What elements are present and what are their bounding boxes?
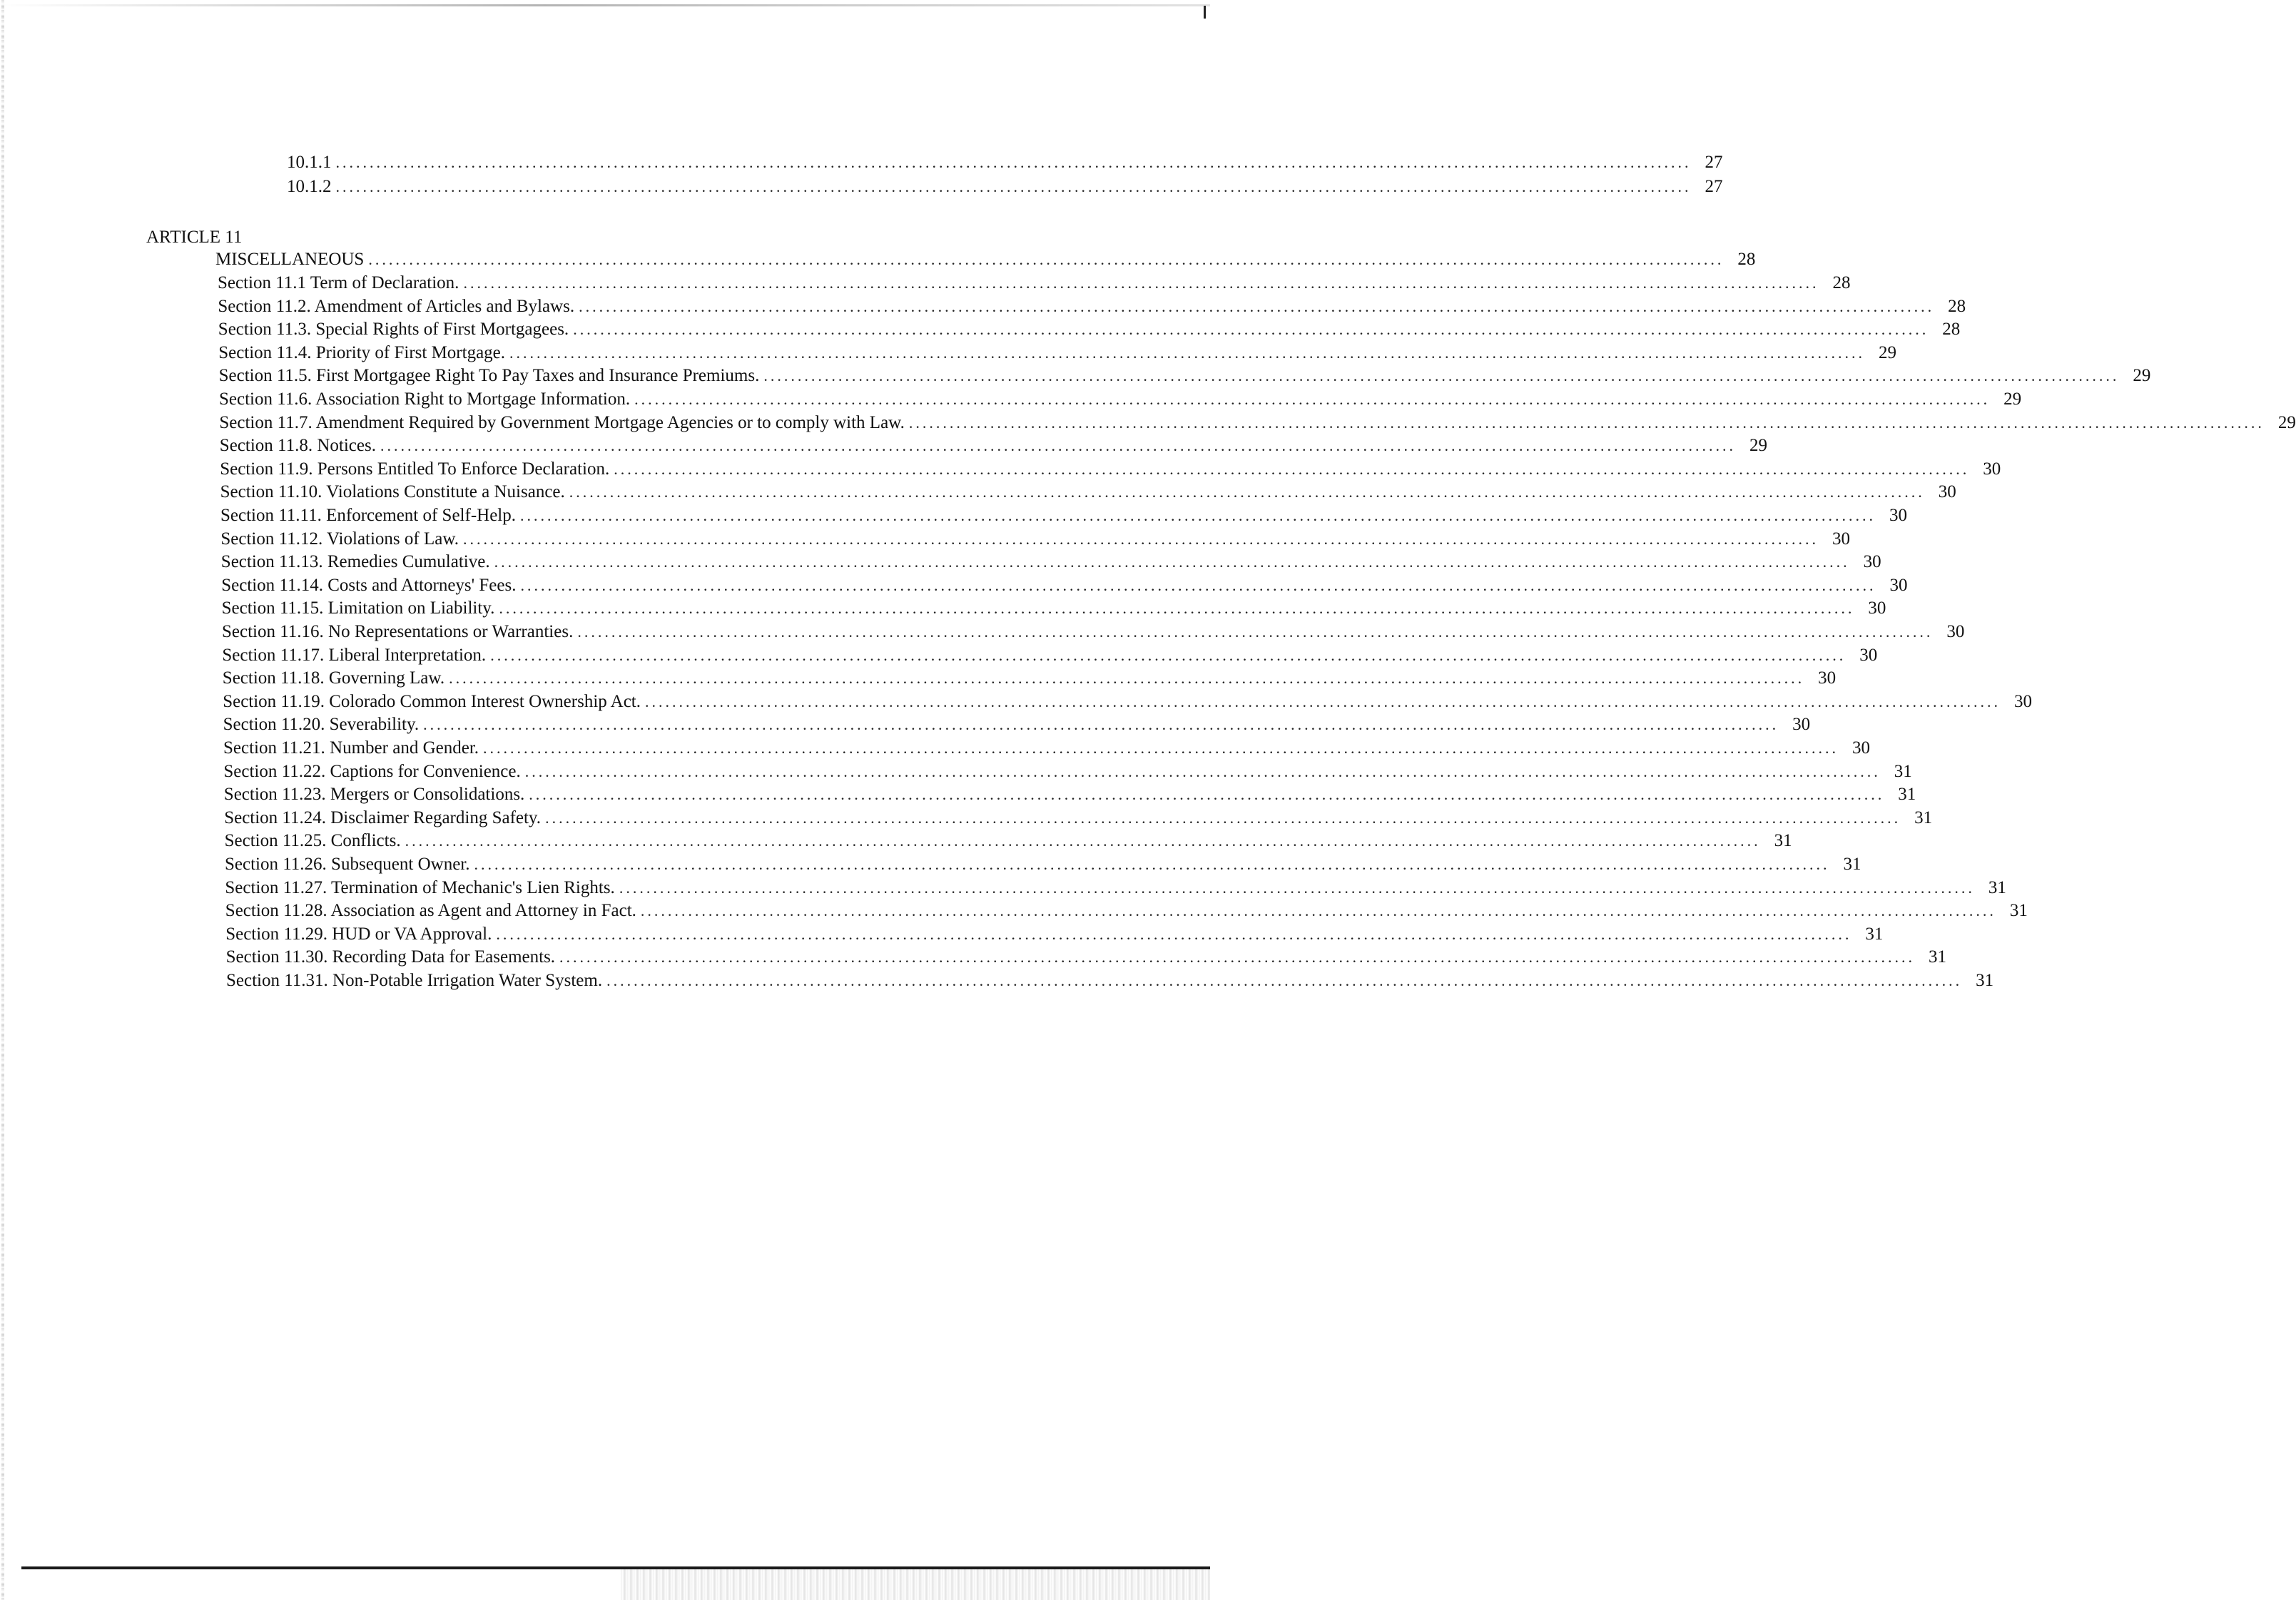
- toc-section-entry: [218, 296, 1966, 317]
- article-title-label: MISCELLANEOUS: [215, 250, 365, 269]
- toc-section-page: 31: [1988, 877, 2006, 897]
- toc-section-entry: [219, 412, 2296, 434]
- toc-section-page: 31: [1894, 761, 1912, 781]
- toc-section-entry: [223, 691, 2032, 713]
- toc-section-entry: [223, 761, 1912, 783]
- dot-leader: ........................................................................................................................................................................................................: [520, 506, 1876, 524]
- toc-section-entry: [222, 621, 1965, 643]
- dot-leader: ........................................................................................................................................................................................................: [763, 367, 2120, 385]
- dot-leader: ........................................................................................................................................................................................................: [520, 576, 1876, 594]
- toc-section-entry: [218, 319, 1961, 340]
- toc-section-label: Section 11.5. First Mortgagee Right To Pay Taxes and Insurance Premiums.: [218, 366, 760, 386]
- toc-section-entry: [225, 947, 1947, 968]
- toc-entry-page: 27: [1705, 153, 1723, 172]
- toc-section-entry: [220, 481, 1956, 503]
- dot-leader: ........................................................................................................................................................................................................: [405, 832, 1761, 850]
- toc-section-label: Section 11.13. Remedies Cumulative.: [220, 552, 490, 572]
- toc-section-label: Section 11.22. Captions for Convenience.: [223, 761, 521, 781]
- toc-section-entry: [222, 668, 1837, 689]
- toc-section-label: Section 11.29. HUD or VA Approval.: [225, 924, 492, 944]
- dot-leader: ........................................................................................................................................................................................................: [529, 785, 1885, 804]
- toc-section-label: Section 11.21. Number and Gender.: [223, 738, 479, 758]
- toc-section-label: Section 11.8. Notices.: [219, 436, 376, 456]
- toc-section-entry: [226, 970, 1994, 992]
- toc-entry-page: 27: [1705, 177, 1723, 196]
- toc-entry-label: 10.1.1: [287, 153, 332, 172]
- toc-section-page: 31: [2009, 901, 2028, 921]
- toc-section-label: Section 11.25. Conflicts.: [224, 831, 401, 851]
- toc-section-label: Section 11.28. Association as Agent and Attorney in Fact.: [225, 901, 636, 921]
- toc-section-entry: [222, 645, 1878, 666]
- toc-section-label: Section 11.3. Special Rights of First Mortgagees.: [218, 320, 569, 340]
- toc-section-entry: [221, 598, 1886, 619]
- toc-entry: [287, 152, 1723, 173]
- toc-section-page: 31: [1976, 971, 1994, 990]
- dot-leader: ........................................................................................................................................................................................................: [545, 808, 1901, 827]
- toc-section-page: 30: [1863, 552, 1881, 572]
- dot-leader: ........................................................................................................................................................................................................: [908, 413, 2265, 432]
- toc-section-label: Section 11.1 Term of Declaration.: [218, 273, 459, 292]
- toc-section-label: Section 11.11. Enforcement of Self-Help.: [220, 506, 517, 525]
- toc-section-entry: [225, 877, 2006, 899]
- article-title-page: 28: [1737, 250, 1756, 269]
- toc-section-entry: [223, 738, 1871, 759]
- toc-section-label: Section 11.2. Amendment of Articles and Bylaws.: [218, 296, 575, 316]
- dot-leader: ........................................................................................................................................................................................................: [619, 878, 1975, 897]
- toc-section-page: 29: [2133, 366, 2151, 386]
- dot-leader: ........................................................................................................................................................................................................: [579, 297, 1935, 315]
- toc-section-page: 29: [1879, 342, 1897, 362]
- toc-section-label: Section 11.4. Priority of First Mortgage.: [218, 342, 506, 362]
- dot-leader: ........................................................................................................................................................................................................: [614, 459, 1970, 478]
- toc-section-label: Section 11.14. Costs and Attorneys' Fees.: [221, 575, 517, 595]
- dot-leader: ........................................................................................................................................................................................................: [474, 855, 1830, 873]
- toc-section-page: 30: [1983, 459, 2001, 479]
- dot-leader: ........................................................................................................................................................................................................: [524, 762, 1881, 780]
- toc-section-page: 29: [1749, 436, 1767, 456]
- scan-bottom-noise: [621, 1569, 1210, 1600]
- toc-entry: [287, 176, 1723, 198]
- dot-leader: ........................................................................................................................................................................................................: [499, 599, 1855, 618]
- toc-section-page: 30: [1868, 598, 1886, 618]
- toc-section-entry: [225, 854, 1861, 875]
- toc-section-entry: [218, 365, 2151, 387]
- dot-leader: ........................................................................................................................................................................................................: [335, 153, 1692, 171]
- toc-entry-label: 10.1.2: [287, 177, 332, 196]
- toc-section-label: Section 11.16. No Representations or Warranties.: [222, 622, 574, 641]
- dot-leader: ........................................................................................................................................................................................................: [569, 483, 1925, 501]
- dot-leader: ........................................................................................................................................................................................................: [494, 553, 1850, 571]
- toc-section-page: 30: [2014, 691, 2032, 711]
- toc-section-label: Section 11.15. Limitation on Liability.: [221, 598, 495, 618]
- toc-section-entry: [219, 389, 2022, 410]
- dot-leader: ........................................................................................................................................................................................................: [483, 739, 1839, 757]
- toc-section-page: 30: [1946, 622, 1965, 641]
- toc-section-entry: [225, 900, 2028, 922]
- dot-leader: ........................................................................................................................................................................................................: [496, 924, 1852, 943]
- toc-section-entry: [224, 830, 1792, 852]
- toc-section-entry: [220, 529, 1851, 550]
- toc-section-label: Section 11.26. Subsequent Owner.: [225, 855, 470, 874]
- toc-section-label: Section 11.18. Governing Law.: [222, 668, 445, 688]
- dot-leader: ........................................................................................................................................................................................................: [606, 972, 1963, 989]
- toc-section-entry: [223, 784, 1916, 805]
- toc-section-page: 29: [2003, 389, 2022, 409]
- toc-section-page: 28: [1942, 320, 1961, 340]
- toc-section-entry: [220, 551, 1881, 573]
- toc-section-entry: [224, 807, 1933, 829]
- toc-section-page: 30: [1832, 529, 1851, 549]
- toc-section-page: 31: [1843, 855, 1861, 874]
- article-heading: ARTICLE 11: [146, 228, 243, 247]
- toc-section-page: 30: [1818, 668, 1837, 688]
- toc-section-entry: [223, 714, 1811, 735]
- toc-section-entry: [221, 575, 1908, 596]
- dot-leader: ........................................................................................................................................................................................................: [368, 250, 1724, 268]
- dot-leader: ........................................................................................................................................................................................................: [423, 715, 1779, 734]
- toc-section-label: Section 11.20. Severability.: [223, 715, 420, 735]
- toc-section-entry: [220, 505, 1908, 526]
- toc-section-label: Section 11.23. Mergers or Consolidations.: [223, 785, 525, 805]
- toc-section-label: Section 11.27. Termination of Mechanic's Lien Rights.: [225, 877, 615, 897]
- toc-section-page: 30: [1938, 482, 1956, 502]
- toc-section-entry: [219, 435, 1767, 457]
- toc-section-page: 31: [1929, 947, 1947, 967]
- toc-section-page: 29: [2277, 412, 2296, 432]
- toc-section-page: 31: [1865, 924, 1884, 944]
- toc-section-entry: [218, 272, 1851, 294]
- toc-section-label: Section 11.24. Disclaimer Regarding Safety.: [224, 807, 542, 827]
- toc-section-page: 28: [1832, 273, 1851, 292]
- dot-leader: ........................................................................................................................................................................................................: [490, 646, 1847, 664]
- toc-section-page: 31: [1774, 831, 1792, 851]
- toc-section-label: Section 11.9. Persons Entitled To Enforce Declaration.: [220, 459, 610, 479]
- toc-section-page: 30: [1859, 645, 1878, 665]
- toc-section-page: 28: [1948, 296, 1966, 316]
- toc-section-label: Section 11.31. Non-Potable Irrigation Water System.: [226, 971, 603, 990]
- toc-section-label: Section 11.12. Violations of Law.: [220, 529, 459, 549]
- dot-leader: ........................................................................................................................................................................................................: [509, 343, 1866, 362]
- article-title-entry: [215, 249, 1756, 270]
- dot-leader: ........................................................................................................................................................................................................: [463, 529, 1819, 548]
- toc-section-page: 31: [1898, 785, 1916, 805]
- toc-section-page: 30: [1852, 738, 1871, 758]
- toc-section-page: 31: [1914, 807, 1933, 827]
- toc-section-label: Section 11.10. Violations Constitute a Nuisance.: [220, 482, 565, 502]
- dot-leader: ........................................................................................................................................................................................................: [380, 437, 1736, 455]
- dot-leader: ........................................................................................................................................................................................................: [573, 320, 1929, 339]
- dot-leader: ........................................................................................................................................................................................................: [449, 669, 1805, 688]
- dot-leader: ........................................................................................................................................................................................................: [559, 948, 1916, 967]
- dot-leader: ........................................................................................................................................................................................................: [463, 274, 1819, 292]
- dot-leader: ........................................................................................................................................................................................................: [634, 390, 1991, 408]
- toc-section-label: Section 11.6. Association Right to Mortgage Information.: [219, 389, 631, 409]
- toc-section-label: Section 11.17. Liberal Interpretation.: [222, 645, 487, 665]
- toc-section-label: Section 11.30. Recording Data for Easements.: [225, 947, 556, 967]
- toc-section-label: Section 11.7. Amendment Required by Government Mortgage Agencies or to comply with Law.: [219, 412, 905, 432]
- toc-section-entry: [225, 924, 1884, 945]
- dot-leader: ........................................................................................................................................................................................................: [577, 623, 1934, 641]
- toc-section-page: 30: [1889, 575, 1908, 595]
- dot-leader: ........................................................................................................................................................................................................: [645, 692, 2001, 710]
- toc-section-entry: [220, 459, 2001, 480]
- dot-leader: ........................................................................................................................................................................................................: [335, 178, 1692, 195]
- toc-section-label: Section 11.19. Colorado Common Interest Ownership Act.: [223, 691, 641, 711]
- dot-leader: ........................................................................................................................................................................................................: [640, 902, 1996, 920]
- toc-section-page: 30: [1792, 715, 1811, 735]
- toc-section-entry: [218, 342, 1897, 364]
- toc-section-page: 30: [1889, 506, 1908, 525]
